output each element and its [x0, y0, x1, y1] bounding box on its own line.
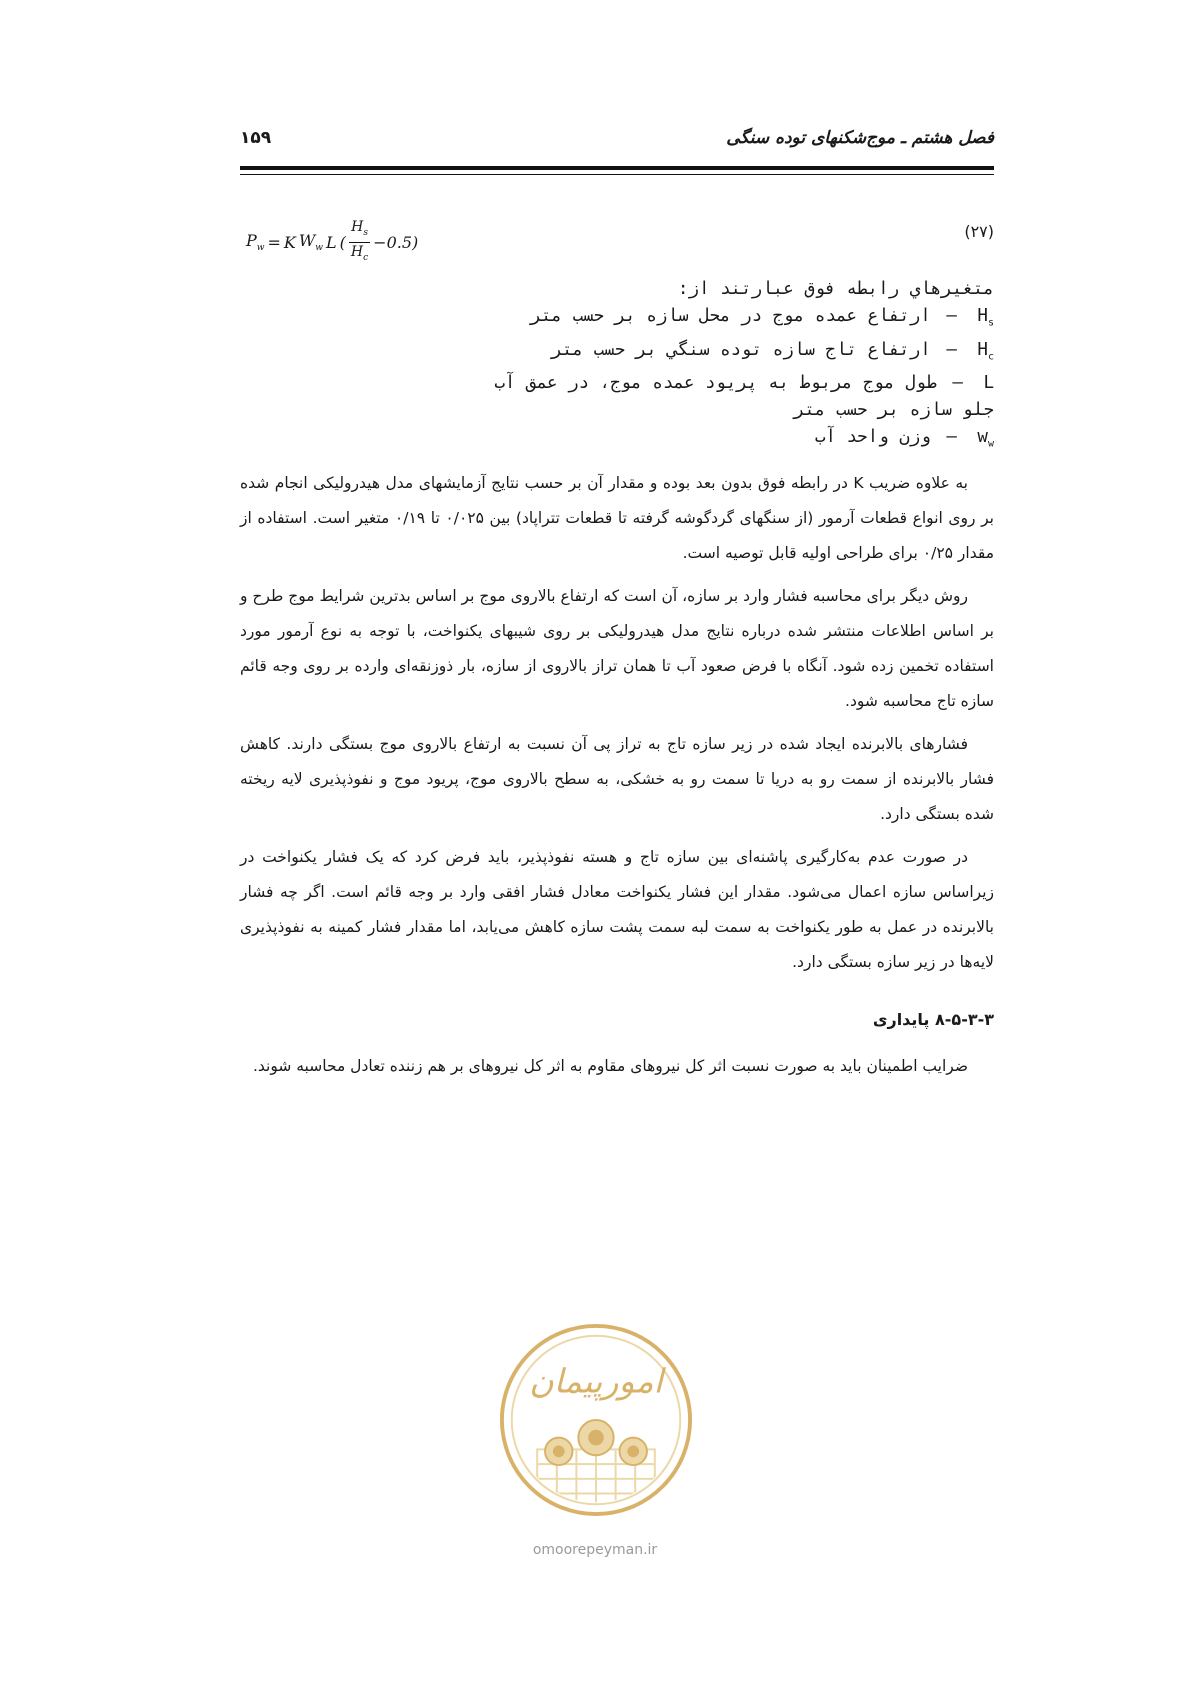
- formula-open-paren: (: [339, 232, 346, 252]
- formula-row: [240, 216, 994, 266]
- fraction-numerator: $H_s$: [349, 218, 370, 243]
- paragraph-uniform-pressure: در صورت عدم به‌کارگیری پاشنه‌ای بین سازه تاج و هسته نفوذپذیر، باید فرض کرد که یک فشار یکنواخت در زیراساس سازه اعمال می‌شود. مقدار این فشار یکنواخت معادل فشار افقی وارد بر وجه قائم است. اگر چه فشار بالابرنده در عمل به طور یکنواخت به سمت لبه سمت پشت سازه کاهش می‌یابد، اما مقدار فشار کمینه به نفوذپذیری لایه‌ها در زیر سازه بستگی دارد.: [240, 848, 994, 971]
- paragraph-runup-method: روش دیگر برای محاسبه فشار وارد بر سازه، آن است که ارتفاع بالاروی موج بر اساس بدترین شرایط موج طرح و بر اساس اطلاعات منتشر شده درباره نتایج مدل هیدرولیکی بر روی شیبهای یکنواخت، با توجه به نوع آرمور مورد استفاده تخمین زده شود. آنگاه با فرض صعود آب تا همان تراز بالاروی از سازه، بار ذوزنقه‌ای وارده بر روی وجه قائم سازه تاج محاسبه شود.: [240, 587, 994, 710]
- page-header: [240, 128, 994, 164]
- body-text: [240, 466, 994, 1092]
- formula: [246, 218, 418, 267]
- variable-hs-text: – ارتفاع عمده موج در محل سازه بر حسب متر: [530, 306, 962, 326]
- variable-hc-symbol: $H_c$: [977, 339, 994, 362]
- formula-l: L: [326, 232, 337, 252]
- formula-w: $W_w$: [298, 231, 324, 254]
- variables-intro: متغيرهاي رابطه فوق عبارتند از:: [677, 279, 994, 299]
- formula-lhs: $P_w$: [246, 231, 265, 254]
- variable-l-continued: جلو سازه بر حسب متر: [793, 400, 994, 420]
- variables-list: [240, 276, 994, 458]
- variable-ww: [240, 424, 994, 458]
- formula-fraction: [349, 218, 370, 267]
- variable-l-symbol: L: [983, 373, 994, 393]
- variable-ww-symbol: $w_w$: [977, 427, 994, 450]
- fraction-denominator: $H_c$: [350, 243, 369, 263]
- page-number: ۱۵۹: [240, 128, 272, 148]
- equation-number: (۲۷): [964, 222, 994, 241]
- paragraph-coefficient-k: به علاوه ضریب K در رابطه فوق بدون بعد بوده و مقدار آن بر حسب نتایج آزمایشهای مدل هیدرولیکی انجام شده بر روی انواع قطعات آرمور (از سنگهای گردگوشه گرفته تا قطعات تتراپاد) بین ۰/۰۲۵ تا ۰/۱۹ متغیر است. استفاده از مقدار ۰/۲۵ برای طراحی اولیه قابل توصیه است.: [240, 474, 994, 562]
- paragraph-uplift-pressure: فشارهای بالابرنده ایجاد شده در زیر سازه تاج به تراز پی آن نسبت به ارتفاع بالاروی موج بستگی دارند. کاهش فشار بالابرنده از سمت رو به دریا تا سمت رو به خشکی، به سطح بالاروی موج، پریود موج و نفوذپذیری لایه ریخته شده بستگی دارد.: [240, 735, 994, 823]
- paragraph-safety-factors: ضرایب اطمینان باید به صورت نسبت اثر کل نیروهای مقاوم به اثر کل نیروهای بر هم زننده تعادل محاسبه شوند.: [252, 1057, 968, 1075]
- watermark-url: omoorepeyman.ir: [532, 1542, 658, 1558]
- variable-hs: [240, 303, 994, 337]
- logo-script: امورپیمان: [529, 1361, 663, 1401]
- header-rule-thin: [240, 174, 994, 175]
- variable-ww-text: – وزن واحد آب: [814, 427, 962, 447]
- formula-equals: =: [267, 232, 281, 252]
- variable-l: [240, 370, 994, 397]
- watermark-logo: [498, 1322, 694, 1518]
- variable-hs-symbol: $H_s$: [977, 306, 994, 329]
- header-rule-thick: [240, 166, 994, 170]
- formula-k: K: [283, 232, 296, 252]
- variable-hc-text: – ارتفاع تاج سازه توده سنگي بر حسب متر: [551, 339, 962, 360]
- chapter-title: فصل هشتم ـ موج‌شکنهای توده سنگی: [726, 128, 994, 148]
- formula-tail: −0.5): [373, 232, 419, 252]
- section-heading-stability: ۸-۵-۳-۳ پایداری: [872, 1010, 994, 1029]
- variable-l-text: – طول موج مربوط به پريود عمده موج، در عمق آب: [494, 373, 968, 393]
- variable-hc: [240, 337, 994, 371]
